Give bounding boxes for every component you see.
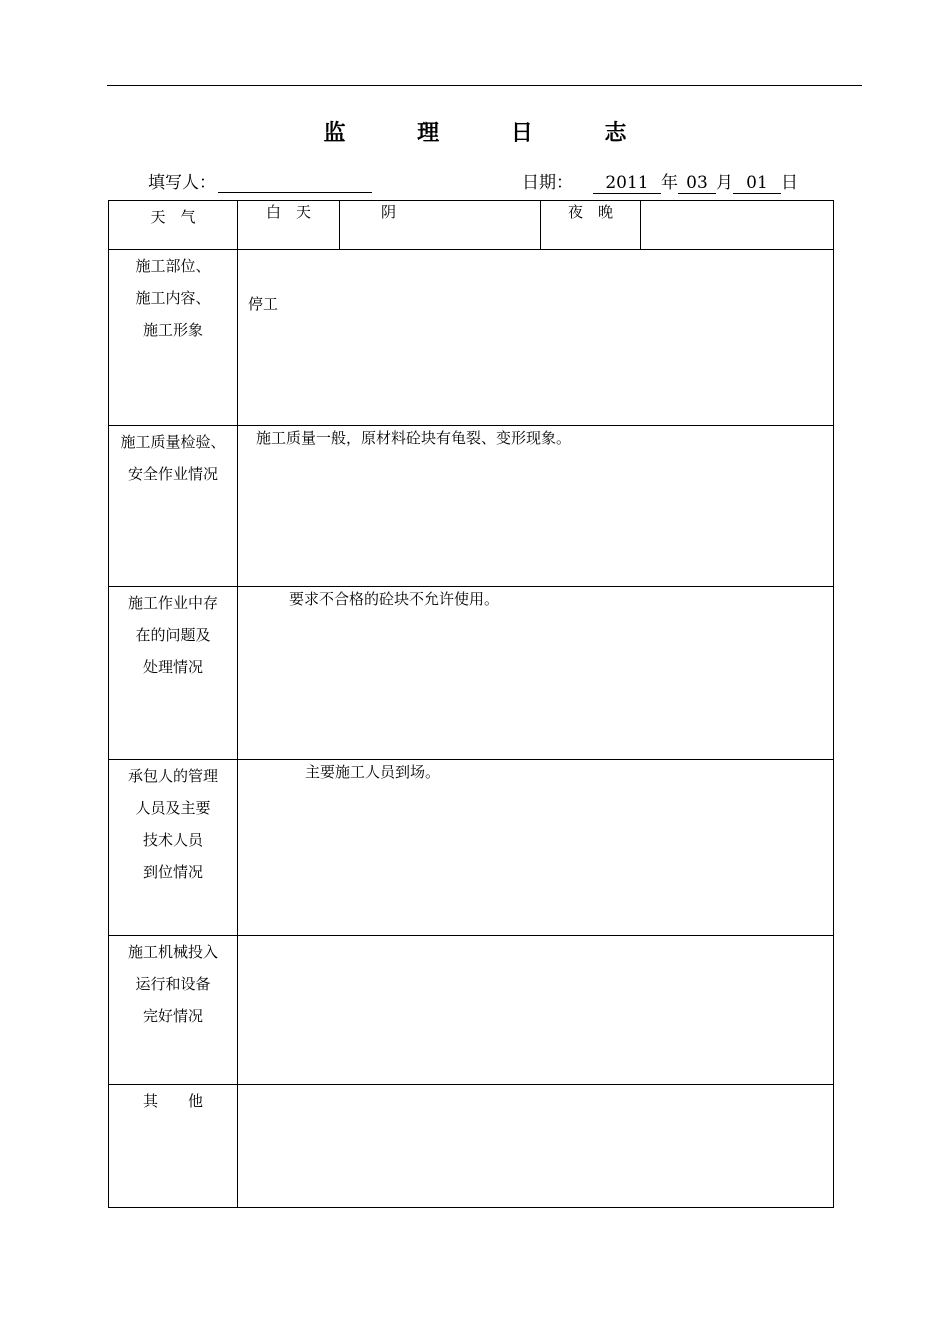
row-content [238,936,834,1085]
row-label-line: 处理情况 [142,658,203,676]
row-label [109,760,238,936]
row-label-line: 施工形象 [142,321,203,339]
row-label [109,587,238,760]
weather-row [109,201,834,250]
log-row [109,760,834,936]
date-year-unit: 年 [661,173,678,193]
supervision-log-table [108,200,834,1208]
row-label-line: 运行和设备 [135,975,211,993]
row-label [109,250,238,426]
row-label-line: 到位情况 [142,863,203,881]
log-row [109,426,834,587]
row-label-line: 技术人员 [142,831,203,849]
date-label: 日期： [522,173,573,193]
row-content: 施工质量一般，原材料砼块有龟裂、变形现象。 [238,426,834,587]
log-row [109,1085,834,1208]
log-row [109,250,834,426]
header-rule [107,85,862,86]
weather-label: 天 气 [109,201,238,250]
row-label-line: 安全作业情况 [127,465,218,483]
daytime-weather-value: 阴 [340,201,541,250]
date-year: 2011 [593,173,661,194]
row-label-line: 施工作业中存 [127,594,218,612]
row-label [109,1085,238,1208]
row-label-line: 人员及主要 [135,799,211,817]
filler-label: 填写人： [148,173,216,193]
row-label-line: 施工部位、 [135,257,211,275]
row-content: 停工 [238,250,834,426]
date-day-unit: 日 [781,173,798,193]
row-label-line: 施工内容、 [135,289,211,307]
row-label-line: 施工质量检验、 [120,433,226,451]
filler-blank-line [218,172,372,193]
row-label [109,936,238,1085]
row-content [238,1085,834,1208]
date-day: 01 [733,173,781,194]
row-label-line: 其 他 [142,1092,203,1110]
log-row [109,936,834,1085]
row-label-line: 在的问题及 [135,626,211,644]
row-label-line: 承包人的管理 [127,767,218,785]
filler-field [148,168,372,193]
date-month-unit: 月 [716,173,733,193]
log-row [109,587,834,760]
row-label [109,426,238,587]
row-content: 主要施工人员到场。 [238,760,834,936]
night-label: 夜 晚 [541,201,641,250]
row-content: 要求不合格的砼块不允许使用。 [238,587,834,760]
night-weather-value [641,201,834,250]
document-title: 监 理 日 志 [323,121,659,146]
date-month: 03 [678,173,716,194]
row-label-line: 完好情况 [142,1007,203,1025]
row-label-line: 施工机械投入 [127,943,218,961]
daytime-label: 白 天 [238,201,340,250]
date-field [522,168,798,194]
